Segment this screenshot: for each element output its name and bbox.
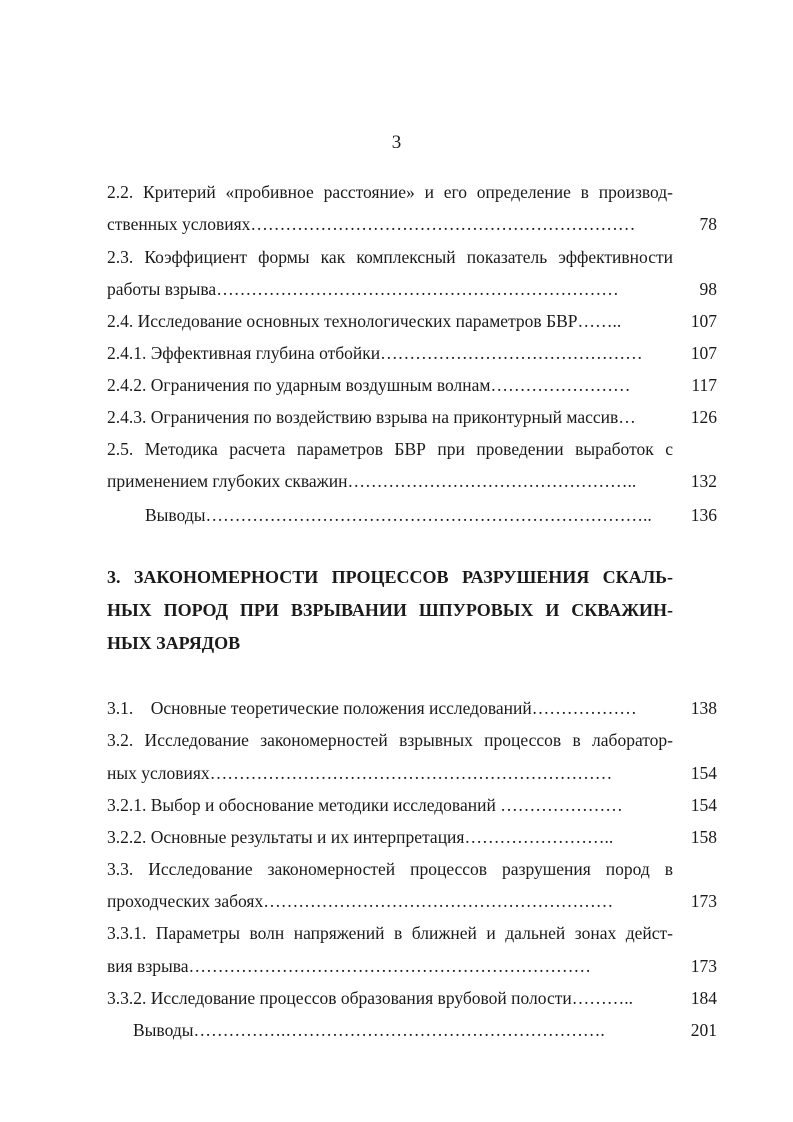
toc-entry-2-5-line1: 2.5. Методика расчета параметров БВР при проведении выработок с	[107, 439, 673, 459]
toc-page-number: 78	[699, 214, 717, 234]
toc-leader-dots: ……………………………………………………………	[216, 279, 619, 299]
toc-entry-label: 3.2.2. Основные результаты и их интерпретация	[107, 827, 465, 847]
toc-entry-label: работы взрыва	[107, 279, 217, 299]
toc-page-number: 126	[690, 407, 717, 427]
toc-page-number: 138	[690, 698, 717, 718]
toc-entry-label: 3.2.1. Выбор и обоснование методики исследований	[107, 795, 496, 815]
toc-page-number: 117	[691, 375, 717, 395]
toc-page-number: 98	[699, 279, 717, 299]
toc-leader-dots: ……………………………………………………	[263, 891, 614, 911]
toc-page-number: 173	[690, 956, 717, 976]
toc-entry-label: вия взрыва	[107, 956, 189, 976]
toc-leader-dots: ……………………	[490, 375, 631, 395]
toc-page-number: 132	[690, 471, 717, 491]
toc-entry-label: проходческих забоях	[107, 891, 264, 911]
toc-entry-label: 3.1. Основные теоретические положения исследований	[107, 698, 532, 718]
toc-page-number: 173	[690, 891, 717, 911]
toc-leader-dots: ……..	[577, 311, 622, 331]
toc-leader-dots: …	[618, 407, 636, 427]
section-heading-line2: НЫХ ПОРОД ПРИ ВЗРЫВАНИИ ШПУРОВЫХ И СКВАЖИН-	[107, 600, 673, 620]
toc-page-number: 107	[690, 311, 717, 331]
toc-leader-dots: ………………………………………	[380, 343, 643, 363]
toc-entry-3-3-1-line1: 3.3.1. Параметры волн напряжений в ближней и дальней зонах дейст-	[107, 923, 673, 943]
section-heading-line1: 3. ЗАКОНОМЕРНОСТИ ПРОЦЕССОВ РАЗРУШЕНИЯ СКАЛЬ-	[107, 567, 673, 587]
toc-entry-label: ных условиях	[107, 763, 210, 783]
toc-entry-label: ственных условиях	[107, 214, 251, 234]
toc-entry-2-2-line1: 2.2. Критерий «пробивное расстояние» и его определение в производ-	[107, 182, 673, 202]
toc-entry-3-3-line1: 3.3. Исследование закономерностей процессов разрушения пород в	[107, 859, 673, 879]
toc-page-number: 158	[690, 827, 717, 847]
toc-entry-label: 2.4.3. Ограничения по воздействию взрыва на приконтурный массив	[107, 407, 619, 427]
toc-entry-2-3-line1: 2.3. Коэффициент формы как комплексный показатель эффективности	[107, 247, 673, 267]
toc-page-number: 154	[690, 763, 717, 783]
toc-leader-dots: …………….……………………………………………….	[193, 1020, 605, 1040]
toc-leader-dots: ……………………………………………………………	[209, 763, 613, 783]
toc-page-number: 107	[690, 343, 717, 363]
toc-page-number: 154	[690, 795, 717, 815]
toc-leader-dots: ………..	[571, 988, 633, 1008]
toc-leader-dots: ……………………………………………………………	[188, 956, 592, 976]
toc-entry-label: 2.4. Исследование основных технологических параметров БВР	[107, 311, 578, 331]
toc-entry-label: Выводы	[133, 1020, 194, 1040]
toc-entry-label: 2.4.1. Эффективная глубина отбойки	[107, 343, 381, 363]
toc-leader-dots: …………………	[495, 795, 623, 815]
toc-entry-label: 2.4.2. Ограничения по ударным воздушным волнам	[107, 375, 491, 395]
toc-page-number: 201	[690, 1020, 717, 1040]
toc-leader-dots: …………………………………………..	[347, 471, 637, 491]
toc-page-number: 184	[690, 988, 717, 1008]
toc-leader-dots: …………………………………………………………	[250, 214, 636, 234]
toc-leader-dots: ……………………..	[464, 827, 614, 847]
toc-entry-label: применением глубоких скважин	[107, 471, 348, 491]
toc-leader-dots: ………………	[531, 698, 637, 718]
toc-leader-dots: …………………………………………………………………..	[205, 505, 652, 525]
toc-page-number: 136	[690, 505, 717, 525]
toc-entry-label: 3.3.2. Исследование процессов образования врубовой полости	[107, 988, 572, 1008]
toc-entry-label: Выводы	[145, 505, 206, 525]
section-heading-line3: НЫХ ЗАРЯДОВ	[107, 633, 241, 653]
toc-entry-3-2-line1: 3.2. Исследование закономерностей взрывных процессов в лаборатор-	[107, 730, 673, 750]
page-number: 3	[391, 132, 402, 153]
